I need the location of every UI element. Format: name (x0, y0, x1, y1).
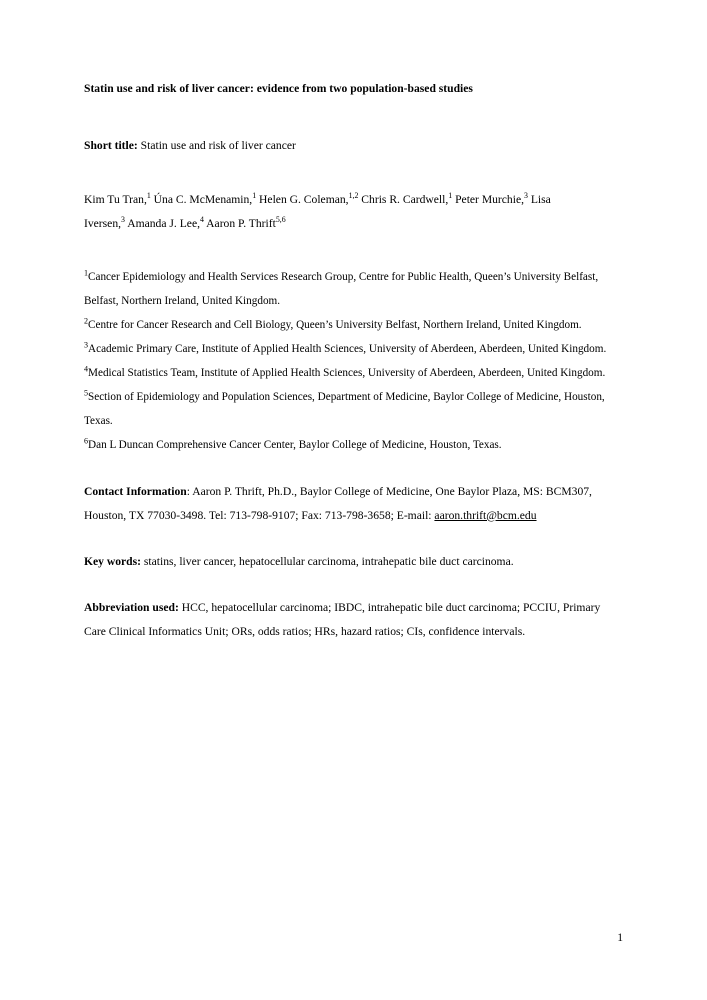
abbreviations-line (84, 596, 623, 644)
spacer (84, 528, 623, 550)
short-title-label: Short title: (84, 139, 138, 153)
affiliation-item (84, 434, 623, 458)
affiliation-marker: 1 (84, 268, 89, 278)
affiliation-text: Cancer Epidemiology and Health Services Research Group, Centre for Public Health, Queen’s University Belfast, Belfast, Northern Ireland, United Kingdom. (84, 270, 599, 307)
short-title-value: Statin use and risk of liver cancer (137, 139, 296, 153)
affiliation-item (84, 314, 623, 338)
author-affiliation-marker: 3 (524, 191, 528, 201)
affiliation-item (84, 266, 623, 314)
author-line-1: Kim Tu Tran,$^1$ Úna C. McMenamin,$^1$ Helen G. Coleman,$^{1,2}$ Chris R. Cardwell,$^1$ Peter Murchie,$^3$ Lisa (84, 191, 551, 206)
contact-text: : Aaron P. Thrift, Ph.D., Baylor College of Medicine, One Baylor Plaza, MS: BCM307, Houston, TX 77030-3498. Tel: 713-798-9107; Fax: 713-798-3658; E-mail: (84, 484, 592, 522)
affiliation-text: Section of Epidemiology and Population Sciences, Department of Medicine, Baylor College of Medicine, Houston, Texas. (84, 390, 605, 427)
author-affiliation-marker: 1 (448, 191, 453, 201)
short-title-line (84, 134, 623, 158)
author-affiliation-marker: 1,2 (348, 191, 359, 201)
keywords-text: statins, liver cancer, hepatocellular carcinoma, intrahepatic bile duct carcinoma. (141, 554, 514, 568)
spacer (84, 158, 623, 188)
affiliation-text: Medical Statistics Team, Institute of Applied Health Sciences, University of Aberdeen, Aberdeen, United Kingdom. (88, 366, 606, 379)
author-list (84, 188, 623, 236)
affiliation-text: Centre for Cancer Research and Cell Biology, Queen’s University Belfast, Northern Ireland, United Kingdom. (88, 318, 582, 331)
author-affiliation-marker: 1 (252, 191, 257, 201)
affiliation-marker: 4 (84, 364, 89, 374)
affiliation-marker: 2 (84, 316, 89, 326)
spacer (84, 458, 623, 480)
affiliation-text: Academic Primary Care, Institute of Applied Health Sciences, University of Aberdeen, Aberdeen, United Kingdom. (88, 342, 607, 355)
paper-title: Statin use and risk of liver cancer: evidence from two population-based studies (84, 82, 473, 95)
abbreviations-label: Abbreviation used: (84, 600, 179, 614)
contact-information (84, 480, 623, 528)
document-body (84, 78, 623, 644)
affiliation-item (84, 386, 623, 434)
affiliation-text: Dan L Duncan Comprehensive Cancer Center, Baylor College of Medicine, Houston, Texas. (88, 438, 502, 451)
author-line-2: Iversen,$^3$ Amanda J. Lee,$^4$ Aaron P. Thrift$^{5,6}$ (84, 215, 286, 230)
author-affiliation-marker: 3 (121, 215, 125, 225)
page-number: 1 (617, 931, 623, 945)
keywords-label: Key words: (84, 554, 141, 568)
affiliation-list (84, 266, 623, 458)
spacer (84, 100, 623, 134)
affiliation-item (84, 338, 623, 362)
contact-label: Contact Information (84, 484, 187, 498)
affiliation-marker: 6 (84, 436, 89, 446)
author-affiliation-marker: 5,6 (275, 215, 286, 225)
author-affiliation-marker: 4 (199, 215, 204, 225)
keywords-line (84, 550, 623, 574)
affiliation-marker: 5 (84, 388, 89, 398)
affiliation-item (84, 362, 623, 386)
abbreviations-text: HCC, hepatocellular carcinoma; IBDC, intrahepatic bile duct carcinoma; PCCIU, Primary Care Clinical Informatics Unit; ORs, odds ratios; HRs, hazard ratios; CIs, confidence intervals. (84, 600, 601, 638)
spacer (84, 574, 623, 596)
author-affiliation-marker: 1 (146, 191, 151, 201)
affiliation-marker: 3 (84, 340, 89, 350)
spacer (84, 236, 623, 266)
contact-email-link[interactable]: aaron.thrift@bcm.edu (434, 508, 537, 522)
